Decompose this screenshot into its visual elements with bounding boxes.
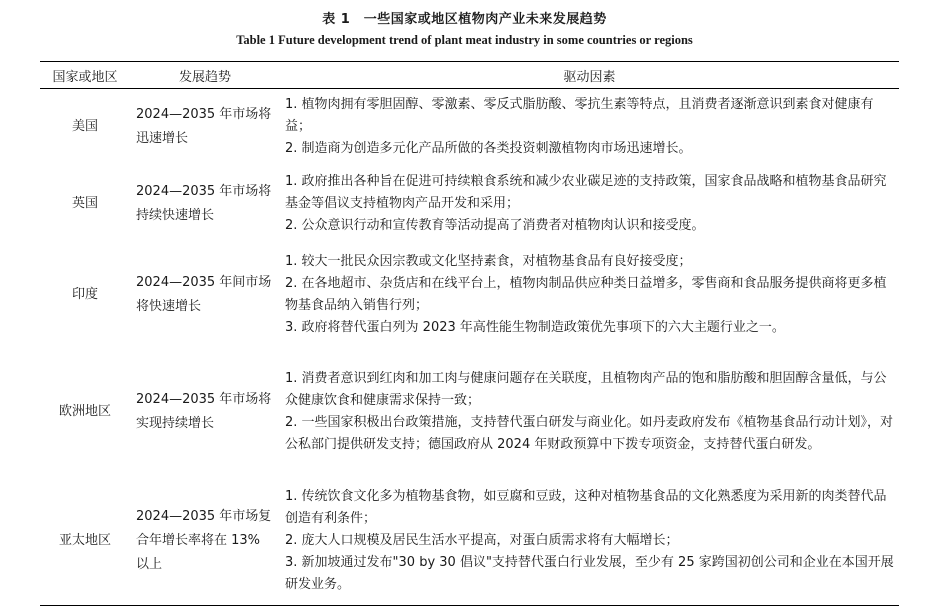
driver-item: 1. 植物肉拥有零胆固醇、零激素、零反式脂肪酸、零抗生素等特点，且消费者逐渐意识到素食对健康有益； — [285, 97, 874, 134]
region-cell: 亚太地区 — [58, 533, 111, 548]
driver-item: 1. 政府推出各种旨在促进可持续粮食系统和减少农业碳足迹的支持政策，国家食品战略和植物基食品研究基金等倡议支持植物肉产品开发和采用； — [285, 174, 887, 211]
header-drivers: 驱动因素 — [563, 69, 616, 85]
region-cell: 印度 — [71, 287, 98, 302]
table-row — [40, 89, 899, 166]
driver-item: 1. 较大一批民众因宗教或文化坚持素食，对植物基食品有良好接受度； — [285, 254, 692, 269]
trend-text: 2024—2035 年间市场将快速增长 — [136, 275, 272, 314]
trend-cell — [130, 477, 280, 606]
table-caption-chinese: 表 1 一些国家或地区植物肉产业未来发展趋势 — [322, 12, 607, 27]
region-cell: 英国 — [71, 196, 98, 211]
trend-text: 2024—2035 年市场复合年增长率将在 13% 以上 — [136, 509, 272, 572]
region-cell: 欧洲地区 — [58, 404, 111, 419]
region-cell: 美国 — [71, 119, 98, 134]
table-row — [40, 243, 899, 347]
trend-cell — [130, 89, 280, 166]
plant-meat-trend-table — [40, 61, 899, 606]
header-row — [40, 62, 899, 89]
table-row — [40, 347, 899, 477]
header-region: 国家或地区 — [52, 69, 118, 85]
trend-cell — [130, 347, 280, 477]
drivers-cell — [280, 477, 899, 606]
driver-item: 2. 制造商为创造多元化产品所做的各类投资刺激植物肉市场迅速增长。 — [285, 141, 692, 156]
drivers-cell — [280, 165, 899, 243]
driver-item: 3. 政府将替代蛋白列为 2023 年高性能生物制造政策优先事项下的六大主题行业之一。 — [285, 320, 785, 335]
driver-item: 3. 新加坡通过发布"30 by 30 倡议"支持替代蛋白行业发展，至少有 25 家跨国初创公司和企业在本国开展研发业务。 — [285, 555, 894, 592]
table-row — [40, 477, 899, 606]
drivers-cell — [280, 89, 899, 166]
trend-cell — [130, 165, 280, 243]
trend-text: 2024—2035 年市场将持续快速增长 — [136, 184, 272, 223]
drivers-cell — [280, 243, 899, 347]
trend-text: 2024—2035 年市场将迅速增长 — [136, 107, 272, 146]
drivers-cell — [280, 347, 899, 477]
table-row — [40, 165, 899, 243]
header-trend: 发展趋势 — [178, 69, 231, 85]
driver-item: 2. 庞大人口规模及居民生活水平提高，对蛋白质需求将有大幅增长； — [285, 533, 679, 548]
table-caption-english: Table 1 Future development trend of plant meat industry in some countries or regions — [236, 33, 693, 47]
trend-cell — [130, 243, 280, 347]
table-body — [40, 89, 899, 606]
trend-text: 2024—2035 年市场将实现持续增长 — [136, 392, 272, 431]
driver-item: 1. 传统饮食文化多为植物基食物，如豆腐和豆豉，这种对植物基食品的文化熟悉度为采用新的肉类替代品创造有利条件； — [285, 489, 887, 526]
driver-item: 2. 公众意识行动和宣传教育等活动提高了消费者对植物肉认识和接受度。 — [285, 218, 705, 233]
driver-item: 2. 在各地超市、杂货店和在线平台上，植物肉制品供应种类日益增多，零售商和食品服务提供商将更多植物基食品纳入销售行列； — [285, 276, 887, 313]
driver-item: 1. 消费者意识到红肉和加工肉与健康问题存在关联度，且植物肉产品的饱和脂肪酸和胆固醇含量低，与公众健康饮食和健康需求保持一致； — [285, 371, 887, 408]
driver-item: 2. 一些国家积极出台政策措施，支持替代蛋白研发与商业化。如丹麦政府发布《植物基食品行动计划》，对公私部门提供研发支持；德国政府从 2024 年财政预算中下拨专项资金，支持替代蛋白研发。 — [285, 415, 894, 452]
table-header — [40, 62, 899, 89]
